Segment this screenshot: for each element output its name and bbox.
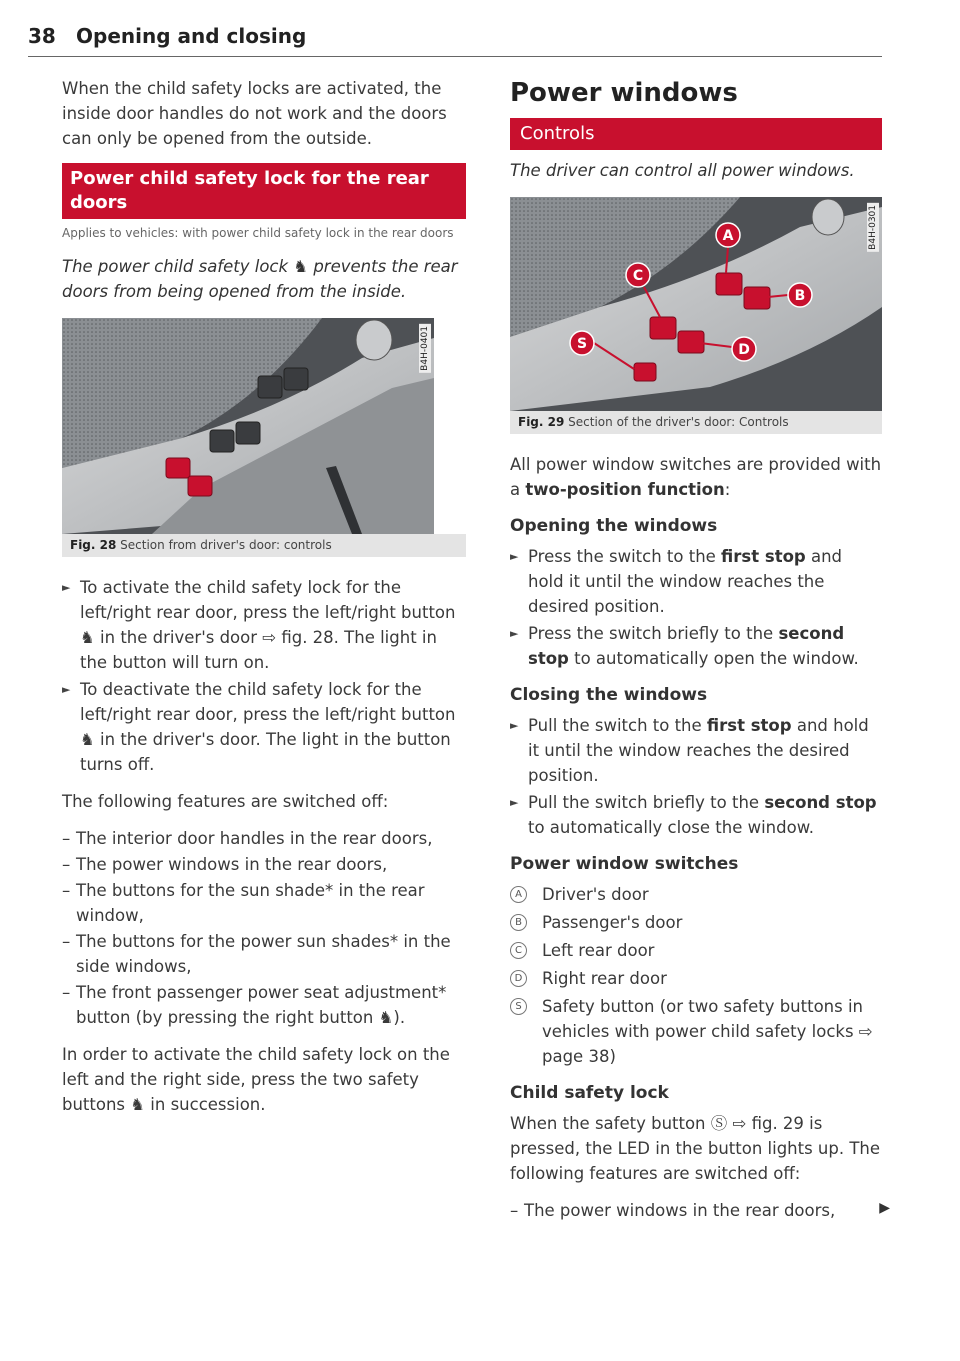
activate-bullet: ► To activate the child safety lock for the left/right rear door, press the left/right button ♞ in the driver's door ⇨ fig. 28. The light in the button will turn on. [62, 578, 456, 672]
power-windows-title: Power windows [510, 78, 738, 108]
figure-code: B4H-0401 [420, 326, 430, 371]
caption-label: Fig. 29 [518, 415, 565, 429]
figure-28 [62, 318, 434, 534]
safety-button [634, 363, 656, 381]
callout-c-label: C [632, 268, 644, 284]
callout-d-label: D [738, 342, 750, 358]
window-switch-rear [258, 376, 282, 398]
child-lock-para: When the safety button Ⓢ ⇨ fig. 29 is pressed, the LED in the button lights up. The following features are switched off: [510, 1114, 881, 1183]
controls-lead: The driver can control all power windows. [510, 161, 855, 180]
callout-a-label: A [722, 228, 734, 244]
figure-29 [510, 197, 882, 411]
right-column [510, 76, 890, 1224]
window-switch-front [210, 430, 234, 452]
figure-code: B4H-0301 [868, 205, 878, 250]
window-switch-front [236, 422, 260, 444]
applies-note: Applies to vehicles: with power child safety lock in the rear doors [62, 226, 454, 240]
dash-item: – The front passenger power seat adjustment* button (by pressing the right button ♞). [62, 983, 447, 1027]
final-paragraph: In order to activate the child safety lock on the left and the right side, press the two safety buttons ♞ in succession. [62, 1045, 450, 1114]
power-child-lock-lead: The power child safety lock ♞ prevents the rear doors from being opened from the inside. [62, 257, 458, 301]
dash-item: – The power windows in the rear doors, ▶ [510, 1198, 882, 1223]
dash-item: – The interior door handles in the rear doors, [62, 829, 433, 848]
figure-29-caption [510, 411, 882, 434]
power-child-lock-heading: Power child safety lock for the rear doors [62, 163, 466, 219]
closing-heading: Closing the windows [510, 685, 708, 705]
left-column [62, 76, 466, 1129]
switches-heading: Power window switches [510, 854, 739, 874]
child-lock-button-right [188, 476, 212, 496]
switch-item-c: C Left rear door [510, 938, 882, 963]
door-controls-illustration [62, 318, 434, 534]
switch-item-a: A Driver's door [510, 882, 882, 907]
callout-b-label: B [794, 288, 806, 304]
deactivate-bullet: ► To deactivate the child safety lock for the left/right rear door, press the left/right button ♞ in the driver's door. The light in the button turns off. [62, 680, 456, 774]
window-switches-illustration [510, 197, 882, 411]
closing-bullet: ► Pull the switch briefly to the second stop to automatically close the window. [510, 793, 877, 837]
caption-text: Section from driver's door: controls [120, 538, 332, 552]
page-number: 38 [28, 24, 56, 48]
closing-bullet: ► Pull the switch to the first stop and hold it until the window reaches the desired position. [510, 716, 869, 785]
window-switch-c [650, 317, 676, 339]
switched-off-intro: The following features are switched off: [62, 792, 389, 811]
child-lock-intro: When the child safety locks are activated, the inside door handles do not work and the doors can only be opened from the outside. [62, 79, 447, 148]
dash-item: – The buttons for the sun shade* in the rear window, [62, 881, 425, 925]
child-lock-heading: Child safety lock [510, 1083, 669, 1103]
switch-item-b: B Passenger's door [510, 910, 882, 935]
window-switch-a [716, 273, 742, 295]
switch-item-s: S Safety button (or two safety buttons in vehicles with power child safety locks ⇨ page 38) [510, 994, 882, 1069]
caption-text: Section of the driver's door: Controls [568, 415, 789, 429]
window-switch-b [744, 287, 770, 309]
continue-arrow-icon: ▶ [879, 1200, 890, 1216]
caption-label: Fig. 28 [70, 538, 117, 552]
figure-28-caption [62, 534, 466, 557]
opening-bullet: ► Press the switch briefly to the second stop to automatically open the window. [510, 624, 859, 668]
window-switch-rear [284, 368, 308, 390]
section-title: Opening and closing [76, 24, 307, 48]
mirror-knob [356, 320, 392, 360]
window-switch-d [678, 331, 704, 353]
dash-item: – The power windows in the rear doors, [62, 855, 388, 874]
controls-heading: Controls [510, 118, 882, 150]
callout-s-label: S [576, 336, 588, 352]
opening-heading: Opening the windows [510, 516, 718, 536]
child-lock-button-left [166, 458, 190, 478]
switch-item-d: D Right rear door [510, 966, 882, 991]
dash-item: – The buttons for the power sun shades* in the side windows, [62, 932, 451, 976]
mirror-knob [812, 199, 844, 235]
two-position-intro: All power window switches are provided with a two-position function: [510, 455, 882, 499]
page-header [28, 24, 882, 57]
opening-bullet: ► Press the switch to the first stop and hold it until the window reaches the desired position. [510, 547, 843, 616]
